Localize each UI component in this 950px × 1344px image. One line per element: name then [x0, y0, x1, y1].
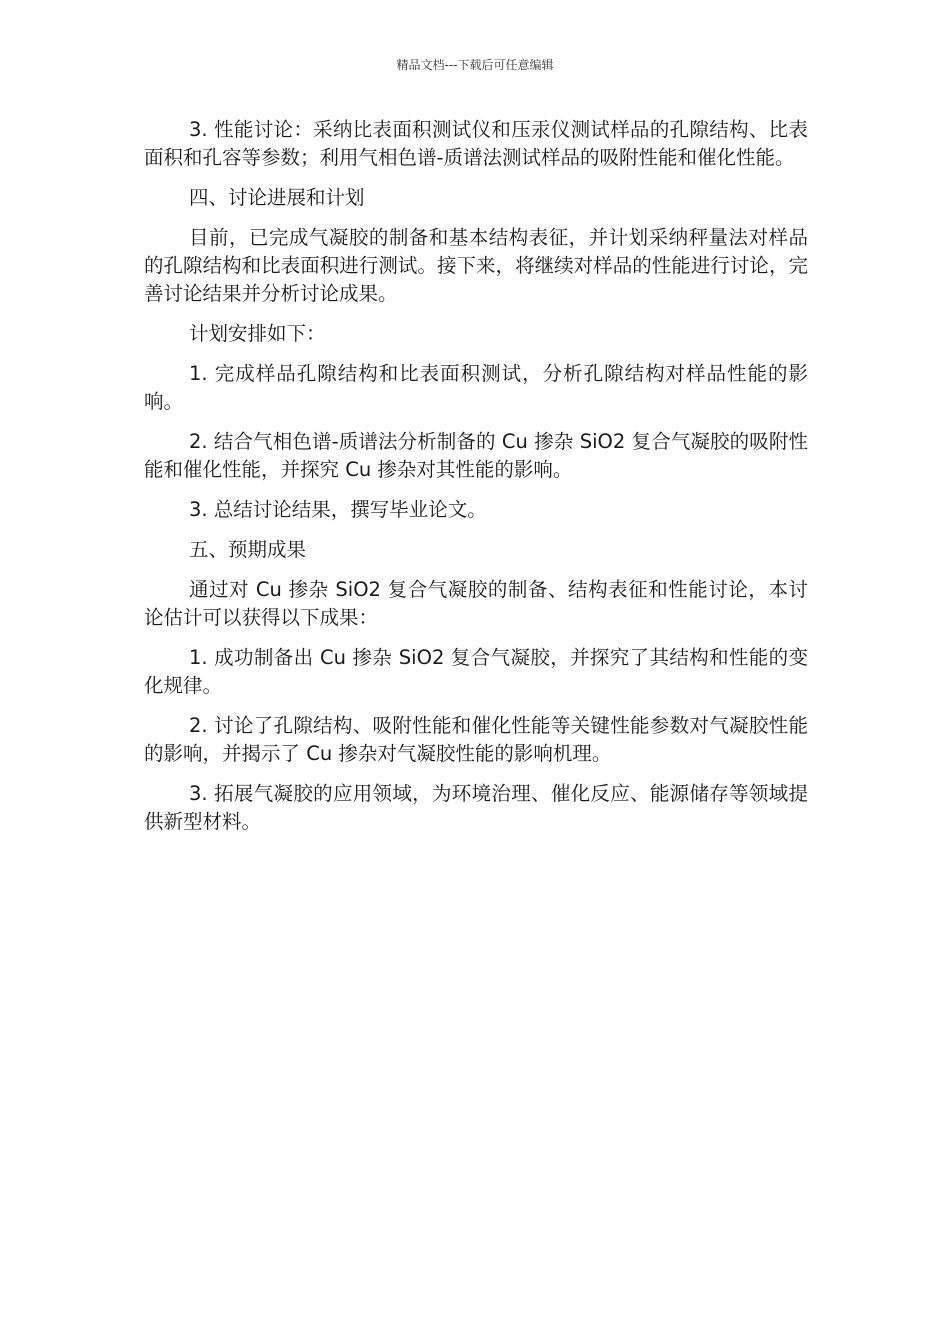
result-item-3: 3. 拓展气凝胶的应用领域，为环境治理、催化反应、能源储存等领域提供新型材料。 [144, 782, 808, 833]
paragraph-current-progress: 目前，已完成气凝胶的制备和基本结构表征，并计划采纳秤量法对样品的孔隙结构和比表面积进行测试。接下来，将继续对样品的性能进行讨论，完善讨论结果并分析讨论成果。 [144, 226, 808, 305]
plan-item-3: 3. 总结讨论结果，撰写毕业论文。 [189, 498, 487, 521]
plan-item-2: 2. 结合气相色谱-质谱法分析制备的 Cu 掺杂 SiO2 复合气凝胶的吸附性能和催化性能，并探究 Cu 掺杂对其性能的影响。 [144, 430, 808, 481]
result-item-1: 1. 成功制备出 Cu 掺杂 SiO2 复合气凝胶，并探究了其结构和性能的变化规律。 [144, 646, 808, 697]
paragraph-performance-discussion: 3. 性能讨论：采纳比表面积测试仪和压汞仪测试样品的孔隙结构、比表面积和孔容等参数；利用气相色谱-质谱法测试样品的吸附性能和催化性能。 [144, 118, 808, 169]
result-item-2: 2. 讨论了孔隙结构、吸附性能和催化性能等关键性能参数对气凝胶性能的影响，并揭示了 Cu 掺杂对气凝胶性能的影响机理。 [144, 714, 808, 765]
plan-item-1: 1. 完成样品孔隙结构和比表面积测试，分析孔隙结构对样品性能的影响。 [144, 362, 808, 413]
page-header: 精品文档---下载后可任意编辑 [396, 58, 554, 72]
section-heading-progress-plan: 四、讨论进展和计划 [189, 186, 365, 209]
document-body [144, 116, 808, 848]
paragraph-results-intro: 通过对 Cu 掺杂 SiO2 复合气凝胶的制备、结构表征和性能讨论，本讨论估计可以获得以下成果： [144, 578, 808, 629]
paragraph-plan-intro: 计划安排如下： [189, 322, 326, 345]
section-heading-expected-results: 五、预期成果 [189, 538, 307, 561]
